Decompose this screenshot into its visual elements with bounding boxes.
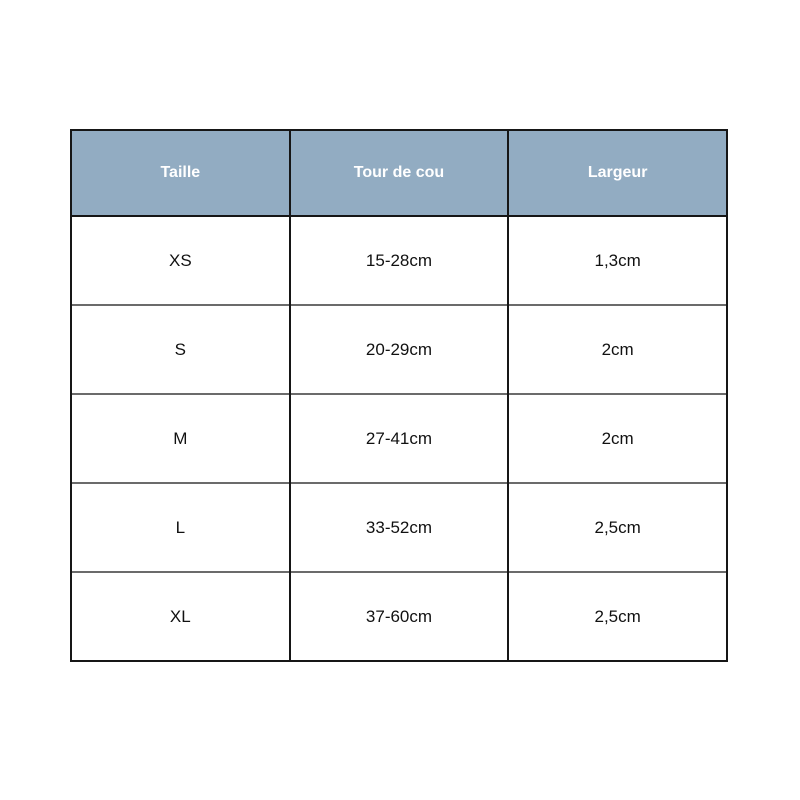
cell-size: XS <box>71 216 290 305</box>
cell-size: XL <box>71 572 290 661</box>
table-row-xl <box>71 572 727 661</box>
header-cell-largeur: Largeur <box>508 130 727 216</box>
cell-neck-circumference: 20-29cm <box>290 305 509 394</box>
table-row-xs <box>71 216 727 305</box>
table-row-l <box>71 483 727 572</box>
header-cell-taille: Taille <box>71 130 290 216</box>
cell-size: L <box>71 483 290 572</box>
size-chart-table <box>70 129 728 662</box>
cell-neck-circumference: 33-52cm <box>290 483 509 572</box>
cell-size: S <box>71 305 290 394</box>
cell-neck-circumference: 15-28cm <box>290 216 509 305</box>
cell-width: 2cm <box>508 305 727 394</box>
table-row-m <box>71 394 727 483</box>
table-row-s <box>71 305 727 394</box>
table-body <box>71 216 727 661</box>
table-head <box>71 130 727 216</box>
cell-neck-circumference: 37-60cm <box>290 572 509 661</box>
cell-width: 2cm <box>508 394 727 483</box>
table-header-row <box>71 130 727 216</box>
header-cell-tour-de-cou: Tour de cou <box>290 130 509 216</box>
cell-width: 2,5cm <box>508 572 727 661</box>
cell-width: 1,3cm <box>508 216 727 305</box>
cell-size: M <box>71 394 290 483</box>
cell-width: 2,5cm <box>508 483 727 572</box>
cell-neck-circumference: 27-41cm <box>290 394 509 483</box>
